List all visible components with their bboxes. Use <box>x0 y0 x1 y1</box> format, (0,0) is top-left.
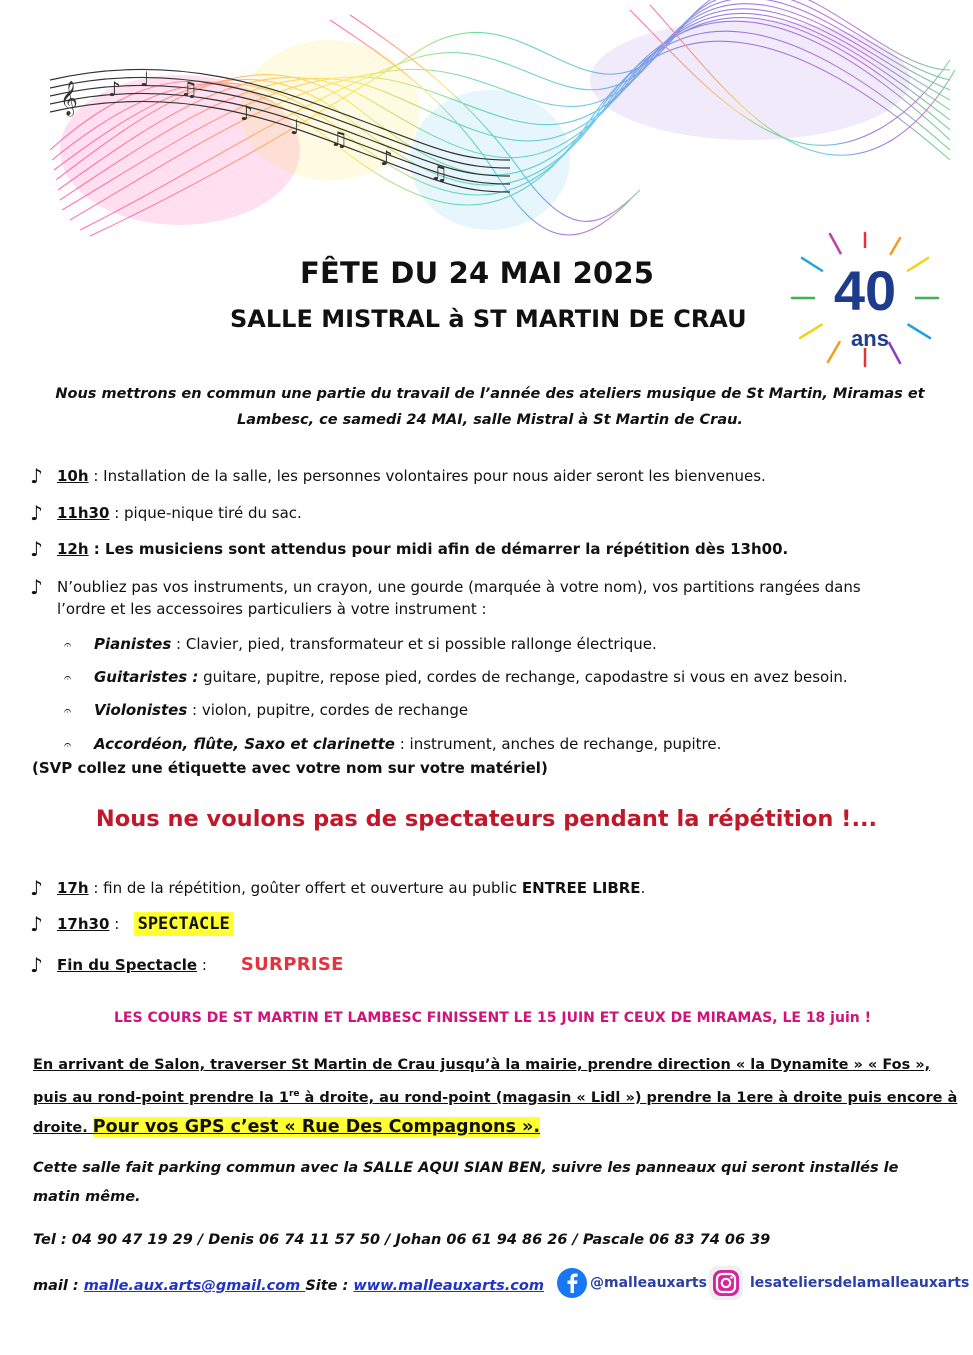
facebook-link[interactable]: @malleauxarts <box>556 1263 707 1303</box>
parking-info: Cette salle fait parking commun avec la SALLE AQUI SIAN BEN, suivre les panneaux qui seront installés le matin même. <box>33 1160 899 1205</box>
schedule-item-fin: ♪ Fin du Spectacle : SURPRISE <box>30 953 344 977</box>
svg-text:♩: ♩ <box>140 67 150 91</box>
fermata-icon: 𝄐 <box>64 704 72 719</box>
surprise-label: SURPRISE <box>240 954 344 975</box>
instagram-icon <box>708 1265 744 1301</box>
schedule-item-11h30: ♪ 11h30 : pique-nique tiré du sac. <box>30 501 302 525</box>
contact-phones: Tel : 04 90 47 19 29 / Denis 06 74 11 57 50 / Johan 06 61 94 86 26 / Pascale 06 83 74 06 39 <box>33 1232 771 1248</box>
schedule-time: 10h <box>57 467 89 485</box>
email-link[interactable]: malle.aux.arts@gmail.com <box>83 1278 306 1294</box>
instrument-item: 𝄐 Accordéon, flûte, Saxo et clarinette : instrument, anches de rechange, pupitre. <box>64 735 722 753</box>
badge-number: 40 <box>833 259 897 322</box>
no-spectators-warning: Nous ne voulons pas de spectateurs pendant la répétition !... <box>95 806 878 832</box>
schedule-item-12h: ♪ 12h : Les musiciens sont attendus pour midi afin de démarrer la répétition dès 13h00. <box>30 537 789 561</box>
anniversary-40-badge <box>790 228 940 368</box>
instrument-item: 𝄐 Guitaristes : guitare, pupitre, repose pied, cordes de rechange, capodastre si vous en avez besoin. <box>64 668 848 686</box>
fermata-icon: 𝄐 <box>64 738 72 753</box>
reminder-line-1: N’oubliez pas vos instruments, un crayon, une gourde (marquée à votre nom), vos partitions rangées dans <box>57 578 861 596</box>
svg-text:𝄞: 𝄞 <box>60 81 78 116</box>
badge-unit: ans <box>851 326 889 351</box>
page-subtitle: SALLE MISTRAL à ST MARTIN DE CRAU <box>230 305 747 333</box>
facebook-icon <box>556 1267 588 1299</box>
schedule-text: Installation de la salle, les personnes volontaires pour nous aider seront les bienvenues. <box>103 467 766 485</box>
instrument-item: 𝄐 Violonistes : violon, pupitre, cordes de rechange <box>64 701 469 719</box>
music-note-icon: ♪ <box>30 953 43 977</box>
instagram-link[interactable]: lesateliersdelamalleauxarts <box>708 1263 969 1303</box>
svp-note: (SVP collez une étiquette avec votre nom sur votre matériel) <box>32 759 548 777</box>
music-note-icon: ♪ <box>30 912 43 936</box>
schedule-item-17h: ♪ 17h : fin de la répétition, goûter offert et ouverture au public ENTREE LIBRE. <box>30 876 646 900</box>
music-note-icon: ♪ <box>30 537 43 561</box>
reminder-line-2: l’ordre et les accessoires particuliers à votre instrument : <box>57 600 487 618</box>
schedule-text: pique-nique tiré du sac. <box>124 504 302 522</box>
schedule-item-10h: ♪ 10h : Installation de la salle, les personnes volontaires pour nous aider seront les bienvenues. <box>30 464 766 488</box>
courses-end-notice: LES COURS DE ST MARTIN ET LAMBESC FINISSENT LE 15 JUIN ET CEUX DE MIRAMAS, LE 18 juin ! <box>114 1010 871 1026</box>
music-note-icon: ♪ <box>30 575 43 599</box>
fermata-icon: 𝄐 <box>64 671 72 686</box>
directions-text: En arrivant de Salon, traverser St Martin de Crau jusqu’à la mairie, prendre direction « la Dynamite » « Fos », puis au rond-point prendre la 1re à droite, au rond-point (magasin « Lidl ») prendre la 1ere à droite puis encore à droite. Pour vos GPS c’est « Rue Des Compagnons ». <box>33 1057 958 1137</box>
schedule-text: Les musiciens sont attendus pour midi afin de démarrer la répétition dès 13h00. <box>105 540 789 558</box>
reminder-item <box>30 575 861 599</box>
website-link[interactable]: www.malleauxarts.com <box>353 1278 544 1294</box>
footer-links: mail : malle.aux.arts@gmail.com Site : www.malleauxarts.com <box>33 1278 544 1294</box>
svg-text:♩: ♩ <box>290 115 300 139</box>
intro-text: Nous mettrons en commun une partie du travail de l’année des ateliers musique de St Martin, Miramas et Lambesc, ce samedi 24 MAI, salle Mistral à St Martin de Crau. <box>55 386 925 428</box>
gps-address: Pour vos GPS c’est « Rue Des Compagnons ». <box>92 1116 540 1137</box>
schedule-item-17h30: ♪ 17h30 : SPECTACLE <box>30 912 234 936</box>
fermata-icon: 𝄐 <box>64 638 72 653</box>
music-wave-banner <box>30 0 960 250</box>
schedule-time: 11h30 <box>57 504 110 522</box>
music-note-icon: ♪ <box>30 876 43 900</box>
svg-text:♫: ♫ <box>330 127 348 151</box>
svg-text:♪: ♪ <box>108 77 121 101</box>
instrument-item: 𝄐 Pianistes : Clavier, pied, transformateur et si possible rallonge électrique. <box>64 635 657 653</box>
svg-text:♫: ♫ <box>180 77 198 101</box>
spectacle-label: SPECTACLE <box>134 912 234 936</box>
svg-text:♪: ♪ <box>380 146 393 170</box>
page-title: FÊTE DU 24 MAI 2025 <box>300 256 655 290</box>
music-note-icon: ♪ <box>30 501 43 525</box>
music-note-icon: ♪ <box>30 464 43 488</box>
svg-text:♫: ♫ <box>430 161 448 185</box>
schedule-time: 12h <box>57 540 89 558</box>
svg-text:♪: ♪ <box>240 101 253 125</box>
